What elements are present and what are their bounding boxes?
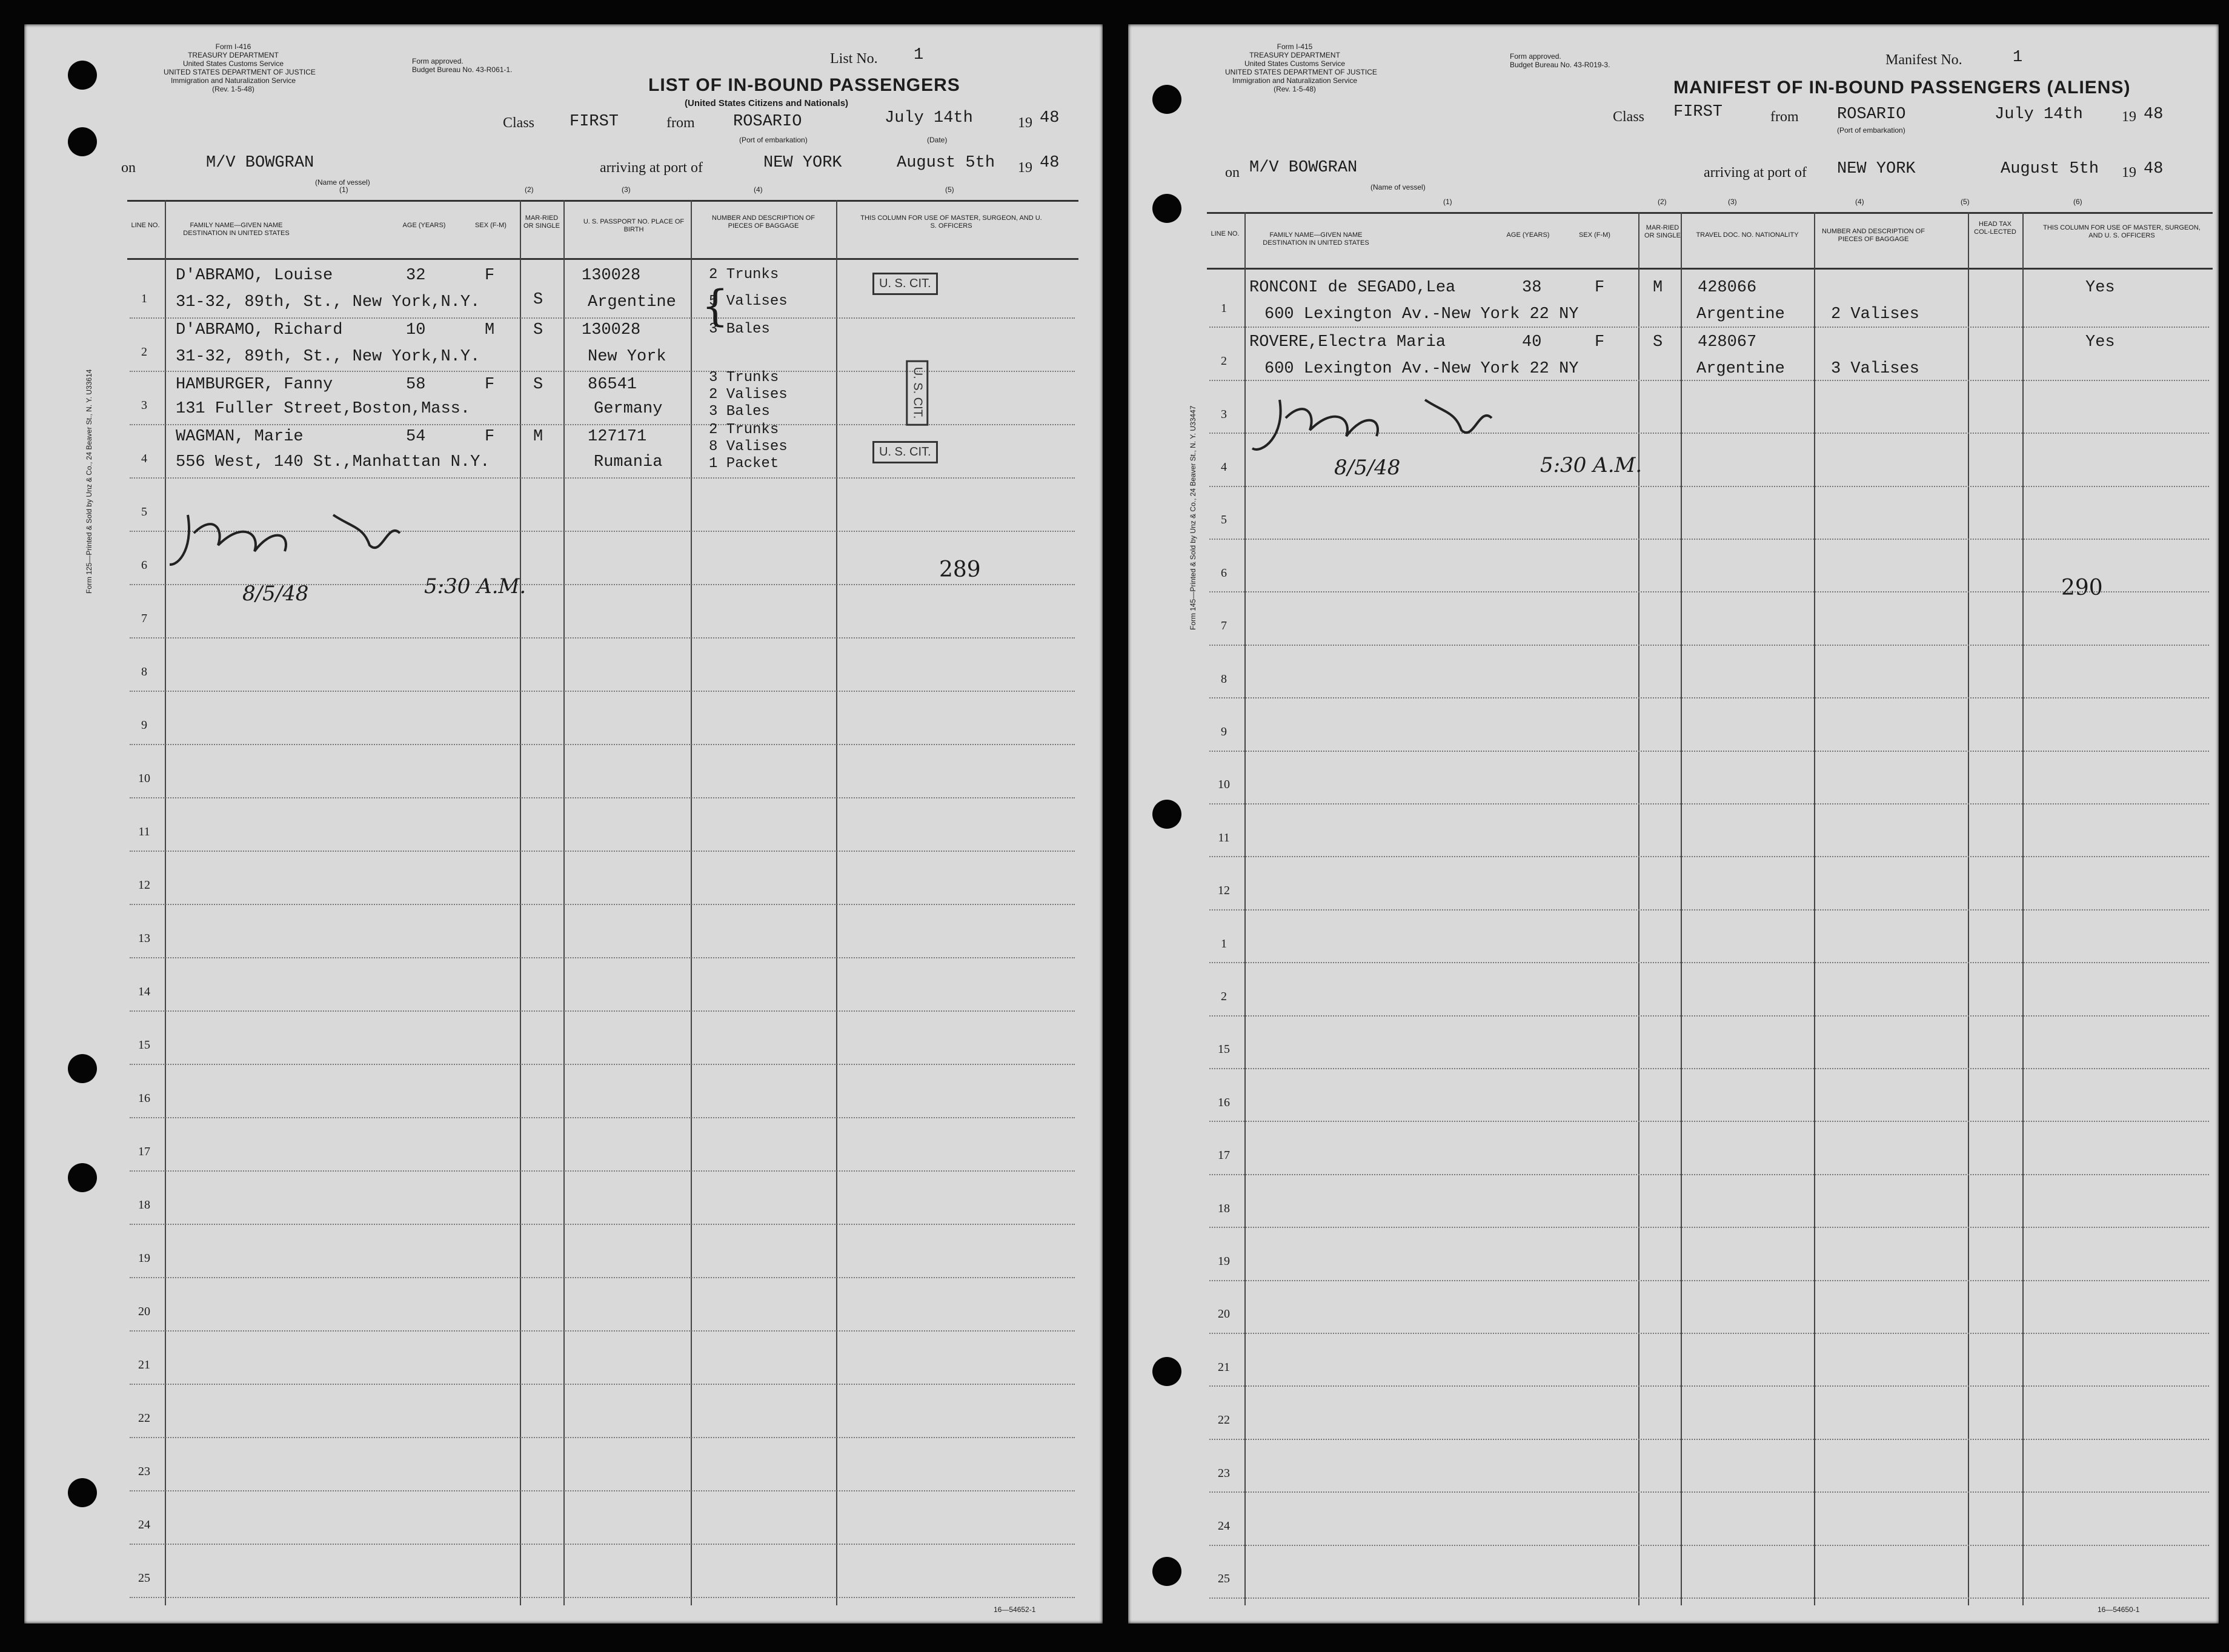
arrival-port: NEW YORK (763, 154, 842, 172)
passport-no: 130028 (582, 267, 641, 285)
signature-date: 8/5/48 (1334, 456, 1401, 480)
baggage-item: 3 Bales (709, 321, 770, 337)
line-number: 6 (1221, 566, 1227, 580)
arrival-year: 48 (2144, 160, 2164, 178)
row-rule (1209, 1545, 2209, 1546)
dept-immigration: Immigration and Naturalization Service (1232, 76, 1358, 85)
line-number: 22 (138, 1411, 150, 1425)
line-number: 1 (141, 292, 147, 305)
row-rule (130, 904, 1075, 905)
line-number: 4 (141, 452, 147, 465)
departure-year: 48 (2144, 105, 2164, 124)
passenger-name: RONCONI de SEGADO,Lea (1249, 279, 1456, 297)
travel-doc-no: 428066 (1698, 279, 1757, 297)
signature-date: 8/5/48 (242, 582, 309, 606)
form-header-block (164, 42, 316, 93)
punch-hole (1152, 1557, 1181, 1586)
line-number: 18 (1218, 1201, 1230, 1215)
column-number: (1) (1443, 197, 1452, 206)
printer-side-text: Form 145—Printed & Sold by Unz & Co., 24 Beaver St., N. Y. U33447 (1189, 405, 1197, 630)
dept-treasury: TREASURY DEPARTMENT (1249, 51, 1340, 59)
row-rule (1209, 962, 2209, 963)
departure-year: 48 (1040, 109, 1060, 127)
dept-customs: United States Customs Service (182, 59, 284, 68)
passenger-sex: F (485, 376, 495, 394)
form-id: Form I-415 (1277, 42, 1313, 51)
header-bottom-rule (127, 258, 1078, 260)
line-number: 20 (1218, 1307, 1230, 1321)
form-title: LIST OF IN-BOUND PASSENGERS (648, 75, 960, 95)
baggage-item: 5 Valises (709, 293, 788, 310)
dept-treasury: TREASURY DEPARTMENT (188, 51, 279, 59)
line-number: 21 (138, 1358, 150, 1372)
header-married: MAR-RIED OR SINGLE (523, 214, 560, 230)
line-number: 23 (1218, 1466, 1230, 1480)
vessel-caption: (Name of vessel) (315, 178, 370, 187)
row-rule (130, 691, 1075, 692)
passenger-name: ROVERE,Electra Maria (1249, 333, 1446, 351)
row-rule (1209, 327, 2209, 328)
left-form-page (24, 24, 1103, 1624)
line-number: 1 (1221, 301, 1227, 315)
us-citizen-stamp: U. S. CIT. (872, 273, 938, 295)
line-number: 22 (1218, 1413, 1230, 1427)
passenger-address: 600 Lexington Av.-New York 22 NY (1264, 360, 1579, 378)
line-number: 6 (141, 559, 147, 572)
column-number: (3) (1728, 197, 1737, 206)
row-rule (1209, 1068, 2209, 1069)
header-name: FAMILY NAME—GIVEN NAME DESTINATION IN UNITED STATES (183, 222, 290, 237)
class-label: Class (503, 115, 535, 131)
table-top-rule (1207, 212, 2213, 214)
row-rule (1209, 1227, 2209, 1228)
embark-port: ROSARIO (1837, 105, 1906, 124)
row-rule (1209, 1015, 2209, 1017)
line-number: 2 (141, 345, 147, 359)
line-number: 16 (138, 1092, 150, 1105)
dept-justice: UNITED STATES DEPARTMENT OF JUSTICE (164, 68, 316, 76)
from-label: from (1770, 109, 1799, 125)
dept-customs: United States Customs Service (1244, 59, 1346, 68)
line-number: 24 (138, 1518, 150, 1531)
form-footer-code: 16—54652-1 (994, 1605, 1036, 1614)
row-rule (130, 1490, 1075, 1491)
row-rule (130, 851, 1075, 852)
line-number: 25 (138, 1571, 150, 1585)
page-number: 290 (2061, 576, 2103, 600)
arrival-date: August 5th (2001, 160, 2099, 178)
passenger-name: WAGMAN, Marie (176, 428, 304, 446)
passenger-name: D'ABRAMO, Louise (176, 267, 333, 285)
arriving-label: arriving at port of (1704, 165, 1807, 181)
form-subtitle: (United States Citizens and Nationals) (685, 98, 849, 108)
column-number: (5) (1961, 197, 1970, 206)
line-number: 17 (1218, 1149, 1230, 1163)
row-rule (130, 1064, 1075, 1065)
header-age: AGE (YEARS) (1506, 231, 1550, 239)
form-revision: (Rev. 1-5-48) (212, 85, 254, 93)
column-number: (2) (525, 185, 534, 194)
line-number: 10 (1218, 778, 1230, 792)
header-officers: THIS COLUMN FOR USE OF MASTER, SURGEON, AND U. S. OFFICERS (860, 214, 1042, 230)
approval-block (1510, 52, 1610, 69)
approval-block (412, 57, 512, 74)
passenger-marital: M (1653, 279, 1663, 297)
row-rule (130, 1330, 1075, 1332)
arriving-label: arriving at port of (600, 160, 703, 176)
row-rule (1209, 591, 2209, 592)
passenger-marital: M (533, 428, 543, 446)
row-rule (130, 424, 1075, 425)
class-value: FIRST (570, 113, 619, 131)
passenger-name: D'ABRAMO, Richard (176, 321, 343, 339)
header-passport: U. S. PASSPORT NO. PLACE OF BIRTH (583, 218, 685, 233)
vessel-caption: (Name of vessel) (1370, 183, 1426, 191)
passenger-address: 556 West, 140 St.,Manhattan N.Y. (176, 453, 490, 471)
row-rule (130, 744, 1075, 745)
passenger-sex: F (485, 267, 495, 285)
passenger-age: 38 (1522, 279, 1542, 297)
header-bottom-rule (1207, 268, 2213, 270)
row-rule (130, 957, 1075, 958)
passenger-age: 40 (1522, 333, 1542, 351)
punch-hole (68, 61, 97, 90)
form-footer-code: 16—54650-1 (2098, 1605, 2140, 1614)
line-number: 17 (138, 1145, 150, 1158)
row-rule (130, 1384, 1075, 1385)
row-rule (130, 1224, 1075, 1225)
place-of-birth: Argentine (588, 293, 676, 311)
arrival-port: NEW YORK (1837, 160, 1916, 178)
line-number: 7 (141, 612, 147, 625)
arrival-date: August 5th (897, 154, 995, 172)
punch-hole (68, 1478, 97, 1507)
line-number: 21 (1218, 1360, 1230, 1374)
line-number: 3 (1221, 407, 1227, 421)
header-line-no: LINE NO. (131, 222, 160, 229)
row-rule (1209, 1174, 2209, 1175)
approval-text: Form approved. (412, 57, 463, 65)
line-number: 9 (141, 718, 147, 732)
embark-caption: (Port of embarkation) (1837, 126, 1905, 134)
passenger-sex: F (1595, 279, 1605, 297)
row-rule (130, 317, 1075, 319)
row-rule (1209, 751, 2209, 752)
us-citizen-stamp: U. S. CIT. (906, 360, 928, 426)
line-number: 12 (138, 878, 150, 892)
punch-hole (1152, 194, 1181, 223)
line-number: 8 (141, 665, 147, 678)
line-number: 4 (1221, 460, 1227, 474)
line-number: 19 (1218, 1254, 1230, 1268)
row-rule (1209, 1597, 2209, 1599)
line-number: 1 (1221, 937, 1227, 950)
row-rule (1209, 645, 2209, 646)
passenger-address: 131 Fuller Street,Boston,Mass. (176, 400, 471, 418)
row-rule (1209, 697, 2209, 698)
header-sex: SEX (F-M) (1579, 231, 1610, 239)
column-rule (165, 200, 166, 1605)
date-caption: (Date) (927, 136, 948, 144)
line-number: 12 (1218, 884, 1230, 898)
row-rule (130, 1117, 1075, 1118)
row-rule (130, 1277, 1075, 1278)
travel-doc-no: 428067 (1698, 333, 1757, 351)
punch-hole (1152, 1357, 1181, 1386)
header-head-tax: HEAD TAX COL-LECTED (1974, 221, 2016, 236)
header-officers: THIS COLUMN FOR USE OF MASTER, SURGEON, AND U. S. OFFICERS (2043, 224, 2201, 239)
row-rule (130, 1170, 1075, 1172)
line-number: 5 (1221, 513, 1227, 527)
row-rule (1209, 909, 2209, 911)
column-rule (836, 200, 837, 1605)
column-rule (691, 200, 692, 1605)
page-number: 289 (939, 557, 981, 582)
form-title: MANIFEST OF IN-BOUND PASSENGERS (ALIENS) (1673, 78, 2131, 98)
row-rule (130, 637, 1075, 639)
passenger-marital: S (1653, 333, 1663, 351)
passenger-address: 31-32, 89th, St., New York,N.Y. (176, 293, 480, 311)
passenger-address: 31-32, 89th, St., New York,N.Y. (176, 348, 480, 366)
baggage-item: 1 Packet (709, 456, 779, 472)
line-number: 15 (1218, 1043, 1230, 1057)
row-rule (1209, 1121, 2209, 1122)
column-number: (2) (1658, 197, 1667, 206)
line-number: 23 (138, 1465, 150, 1478)
line-number: 11 (1218, 831, 1230, 844)
approval-text: Form approved. (1510, 52, 1561, 61)
column-number: (5) (945, 185, 954, 194)
inspector-signature (1249, 388, 1589, 497)
line-number: 2 (1221, 989, 1227, 1003)
header-baggage: NUMBER AND DESCRIPTION OF PIECES OF BAGGAGE (712, 214, 815, 230)
on-label: on (121, 160, 136, 176)
line-number: 5 (141, 505, 147, 519)
passenger-sex: F (485, 428, 495, 446)
embark-port: ROSARIO (733, 113, 802, 131)
passport-no: 86541 (588, 376, 637, 394)
column-number: (1) (339, 185, 348, 194)
place-of-birth: New York (588, 348, 666, 366)
arrival-year: 48 (1040, 154, 1060, 172)
manifest-no-value: 1 (2013, 48, 2023, 67)
signature-time: 5:30 A.M. (424, 574, 527, 599)
row-rule (130, 1437, 1075, 1438)
row-rule (130, 1010, 1075, 1012)
line-number: 20 (138, 1305, 150, 1318)
dept-immigration: Immigration and Naturalization Service (170, 76, 296, 85)
departure-date: July 14th (885, 109, 973, 127)
line-number: 3 (141, 399, 147, 412)
header-name: FAMILY NAME—GIVEN NAME DESTINATION IN UNITED STATES (1263, 231, 1369, 247)
header-passport: TRAVEL DOC. NO. NATIONALITY (1696, 231, 1799, 239)
form-id: Form I-416 (215, 42, 251, 51)
column-number: (4) (1855, 197, 1864, 206)
column-rule (520, 200, 521, 1605)
bracket-mark: { (702, 281, 729, 331)
embark-caption: (Port of embarkation) (739, 136, 808, 144)
passport-no: 130028 (582, 321, 641, 339)
printer-side-text: Form 125—Printed & Sold by Unz & Co., 24 Beaver St., N. Y. U33614 (85, 369, 93, 594)
header-age: AGE (YEARS) (402, 222, 446, 229)
passenger-age: 32 (406, 267, 426, 285)
budget-number: Budget Bureau No. 43-R061-1. (412, 65, 513, 74)
year-prefix: 19 (2122, 165, 2136, 181)
row-rule (1209, 1439, 2209, 1440)
punch-hole (68, 1054, 97, 1083)
column-number: (6) (2073, 197, 2082, 206)
passenger-age: 58 (406, 376, 426, 394)
place-of-birth: Germany (594, 400, 663, 418)
us-citizen-stamp: U. S. CIT. (872, 441, 938, 463)
class-value: FIRST (1673, 103, 1723, 121)
line-number: 9 (1221, 725, 1227, 738)
signature-time: 5:30 A.M. (1540, 453, 1643, 477)
column-number: (3) (622, 185, 631, 194)
right-form-page (1128, 24, 2219, 1624)
header-baggage: NUMBER AND DESCRIPTION OF PIECES OF BAGGAGE (1822, 228, 1925, 243)
year-prefix: 19 (1018, 160, 1032, 176)
row-rule (130, 371, 1075, 372)
passenger-sex: F (1595, 333, 1605, 351)
baggage-item: 2 Valises (709, 386, 788, 403)
year-prefix: 19 (1018, 115, 1032, 131)
row-rule (130, 797, 1075, 798)
form-revision: (Rev. 1-5-48) (1274, 85, 1316, 93)
row-rule (130, 477, 1075, 479)
baggage-item: 2 Trunks (709, 422, 779, 438)
line-number: 11 (138, 825, 150, 838)
punch-hole (1152, 800, 1181, 829)
row-rule (1209, 539, 2209, 540)
class-label: Class (1613, 109, 1645, 125)
baggage-item: 3 Bales (709, 403, 770, 420)
line-number: 16 (1218, 1095, 1230, 1109)
passenger-name: HAMBURGER, Fanny (176, 376, 333, 394)
dept-justice: UNITED STATES DEPARTMENT OF JUSTICE (1225, 68, 1377, 76)
punch-hole (68, 127, 97, 156)
header-married: MAR-RIED OR SINGLE (1644, 224, 1681, 239)
table-top-rule (127, 200, 1078, 202)
header-sex: SEX (F-M) (475, 222, 507, 229)
list-no-value: 1 (914, 46, 924, 64)
line-number: 24 (1218, 1519, 1230, 1533)
row-rule (1209, 856, 2209, 857)
passenger-sex: M (485, 321, 495, 339)
row-rule (1209, 1491, 2209, 1493)
list-no-label: List No. (830, 51, 878, 67)
head-tax-collected: Yes (2085, 333, 2115, 351)
baggage-item: 2 Trunks (709, 267, 779, 283)
passenger-age: 10 (406, 321, 426, 339)
nationality: Argentine (1696, 305, 1785, 323)
row-rule (130, 1597, 1075, 1598)
on-label: on (1225, 165, 1240, 181)
row-rule (130, 1544, 1075, 1545)
header-line-no: LINE NO. (1211, 230, 1240, 237)
column-rule (563, 200, 565, 1605)
passenger-marital: S (533, 376, 543, 394)
line-number: 10 (138, 772, 150, 785)
passport-no: 127171 (588, 428, 647, 446)
baggage-item: 3 Valises (1831, 360, 1919, 378)
vessel-name: M/V BOWGRAN (206, 154, 314, 172)
line-number: 18 (138, 1198, 150, 1212)
line-number: 15 (138, 1038, 150, 1052)
row-rule (1209, 1385, 2209, 1387)
passenger-age: 54 (406, 428, 426, 446)
line-number: 25 (1218, 1572, 1230, 1586)
line-number: 13 (138, 932, 150, 945)
row-rule (1209, 1280, 2209, 1281)
line-number: 7 (1221, 619, 1227, 633)
nationality: Argentine (1696, 360, 1785, 378)
row-rule (1209, 803, 2209, 804)
manifest-no-label: Manifest No. (1885, 52, 1962, 68)
baggage-item: 8 Valises (709, 439, 788, 455)
form-header-block (1225, 42, 1377, 93)
line-number: 2 (1221, 354, 1227, 368)
baggage-item: 2 Valises (1831, 305, 1919, 323)
line-number: 14 (138, 985, 150, 998)
head-tax-collected: Yes (2085, 279, 2115, 297)
passenger-marital: S (533, 321, 543, 339)
vessel-name: M/V BOWGRAN (1249, 159, 1358, 177)
punch-hole (68, 1163, 97, 1192)
column-number: (4) (754, 185, 763, 194)
year-prefix: 19 (2122, 109, 2136, 125)
row-rule (1209, 380, 2209, 381)
departure-date: July 14th (1995, 105, 2083, 124)
passenger-address: 600 Lexington Av.-New York 22 NY (1264, 305, 1579, 323)
line-number: 8 (1221, 672, 1227, 686)
budget-number: Budget Bureau No. 43-R019-3. (1510, 61, 1610, 69)
line-number: 19 (138, 1252, 150, 1265)
baggage-item: 3 Trunks (709, 370, 779, 386)
passenger-marital: S (533, 291, 543, 309)
place-of-birth: Rumania (594, 453, 663, 471)
punch-hole (1152, 85, 1181, 114)
row-rule (1209, 1333, 2209, 1334)
from-label: from (666, 115, 695, 131)
